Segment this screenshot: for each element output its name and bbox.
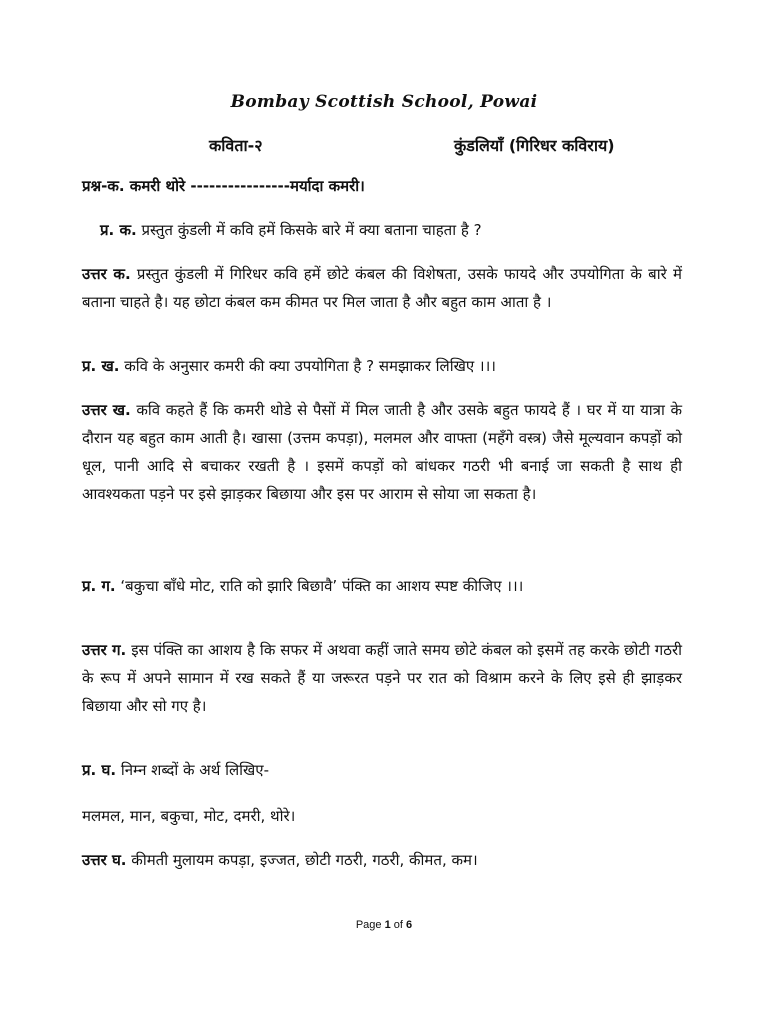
answer-ka — [82, 260, 682, 316]
page-total: 6 — [406, 919, 413, 931]
section-heading: प्रश्न-क. कमरी थोरे ----------------मर्यादा कमरी। — [82, 177, 365, 195]
answer-label: उत्तर घ. — [82, 851, 127, 869]
question-label: प्र. ख. — [82, 357, 120, 375]
poem-number: कविता-२ — [209, 136, 263, 155]
question-label: प्र. क. — [100, 221, 137, 239]
question-gha — [82, 760, 269, 780]
question-text: ‘बकुचा बाँधे मोट, राति को झारि बिछावै’ पंक्ति का आशय स्पष्ट कीजिए ।।। — [120, 577, 524, 595]
school-name: Bombay Scottish School, Powai — [230, 92, 538, 112]
answer-text: इस पंक्ति का आशय है कि सफर में अथवा कहीं जाते समय छोटे कंबल को इसमें तह करके छोटी गठरी के रूप में अपने सामान में रख सकते हैं या जरूरत पड़ने पर रात को विश्राम करने के लिए इसे ही झाड़कर बिछाया और सो गए है। — [82, 641, 682, 715]
poem-title: कुंडलियाँ (गिरिधर कविराय) — [454, 136, 615, 155]
answer-ga — [82, 636, 682, 720]
answer-text: कीमती मुलायम कपड़ा, इज्जत, छोटी गठरी, गठरी, कीमत, कम। — [131, 851, 478, 869]
question-label: प्र. ग. — [82, 577, 116, 595]
answer-text: प्रस्तुत कुंडली में गिरिधर कवि हमें छोटे कंबल की विशेषता, उसके फायदे और उपयोगिता के बारे में बताना चाहते है। यह छोटा कंबल कम कीमत पर मिल जाता है और बहुत काम आता है । — [82, 265, 682, 311]
question-text: निम्न शब्दों के अर्थ लिखिए- — [120, 761, 270, 779]
question-text: कवि के अनुसार कमरी की क्या उपयोगिता है ? समझाकर लिखिए ।।। — [124, 357, 496, 375]
answer-gha — [82, 850, 478, 870]
question-kha — [82, 356, 496, 376]
word-list: मलमल, मान, बकुचा, मोट, दमरी, थोरे। — [82, 807, 296, 825]
question-ka — [100, 220, 482, 240]
answer-text: कवि कहते हैं कि कमरी थोडे से पैसों में मिल जाती है और उसके बहुत फायदे हैं । घर में या यात्रा के दौरान यह बहुत काम आती है। खासा (उत्तम कपड़ा), मलमल और वाफ्ता (महँगे वस्त्र) जैसे मूल्यवान कपड़ों को धूल, पानी आदि से बचाकर रखती है । इसमें कपड़ों को बांधकर गठरी भी बनाई जा सकती है साथ ही आवश्यकता पड़ने पर इसे झाड़कर बिछाया और इस पर आराम से सोया जा सकता है। — [82, 401, 682, 503]
of-word: of — [393, 919, 403, 931]
question-label: प्र. घ. — [82, 761, 117, 779]
page-footer — [0, 919, 768, 931]
question-text: प्रस्तुत कुंडली में कवि हमें किसके बारे में क्या बताना चाहता है ? — [141, 221, 482, 239]
answer-kha — [82, 396, 682, 508]
page-current: 1 — [384, 919, 391, 931]
answer-label: उत्तर क. — [82, 265, 131, 283]
page-word: Page — [355, 919, 382, 931]
question-ga — [82, 572, 682, 600]
answer-label: उत्तर ख. — [82, 401, 131, 419]
answer-label: उत्तर ग. — [82, 641, 127, 659]
